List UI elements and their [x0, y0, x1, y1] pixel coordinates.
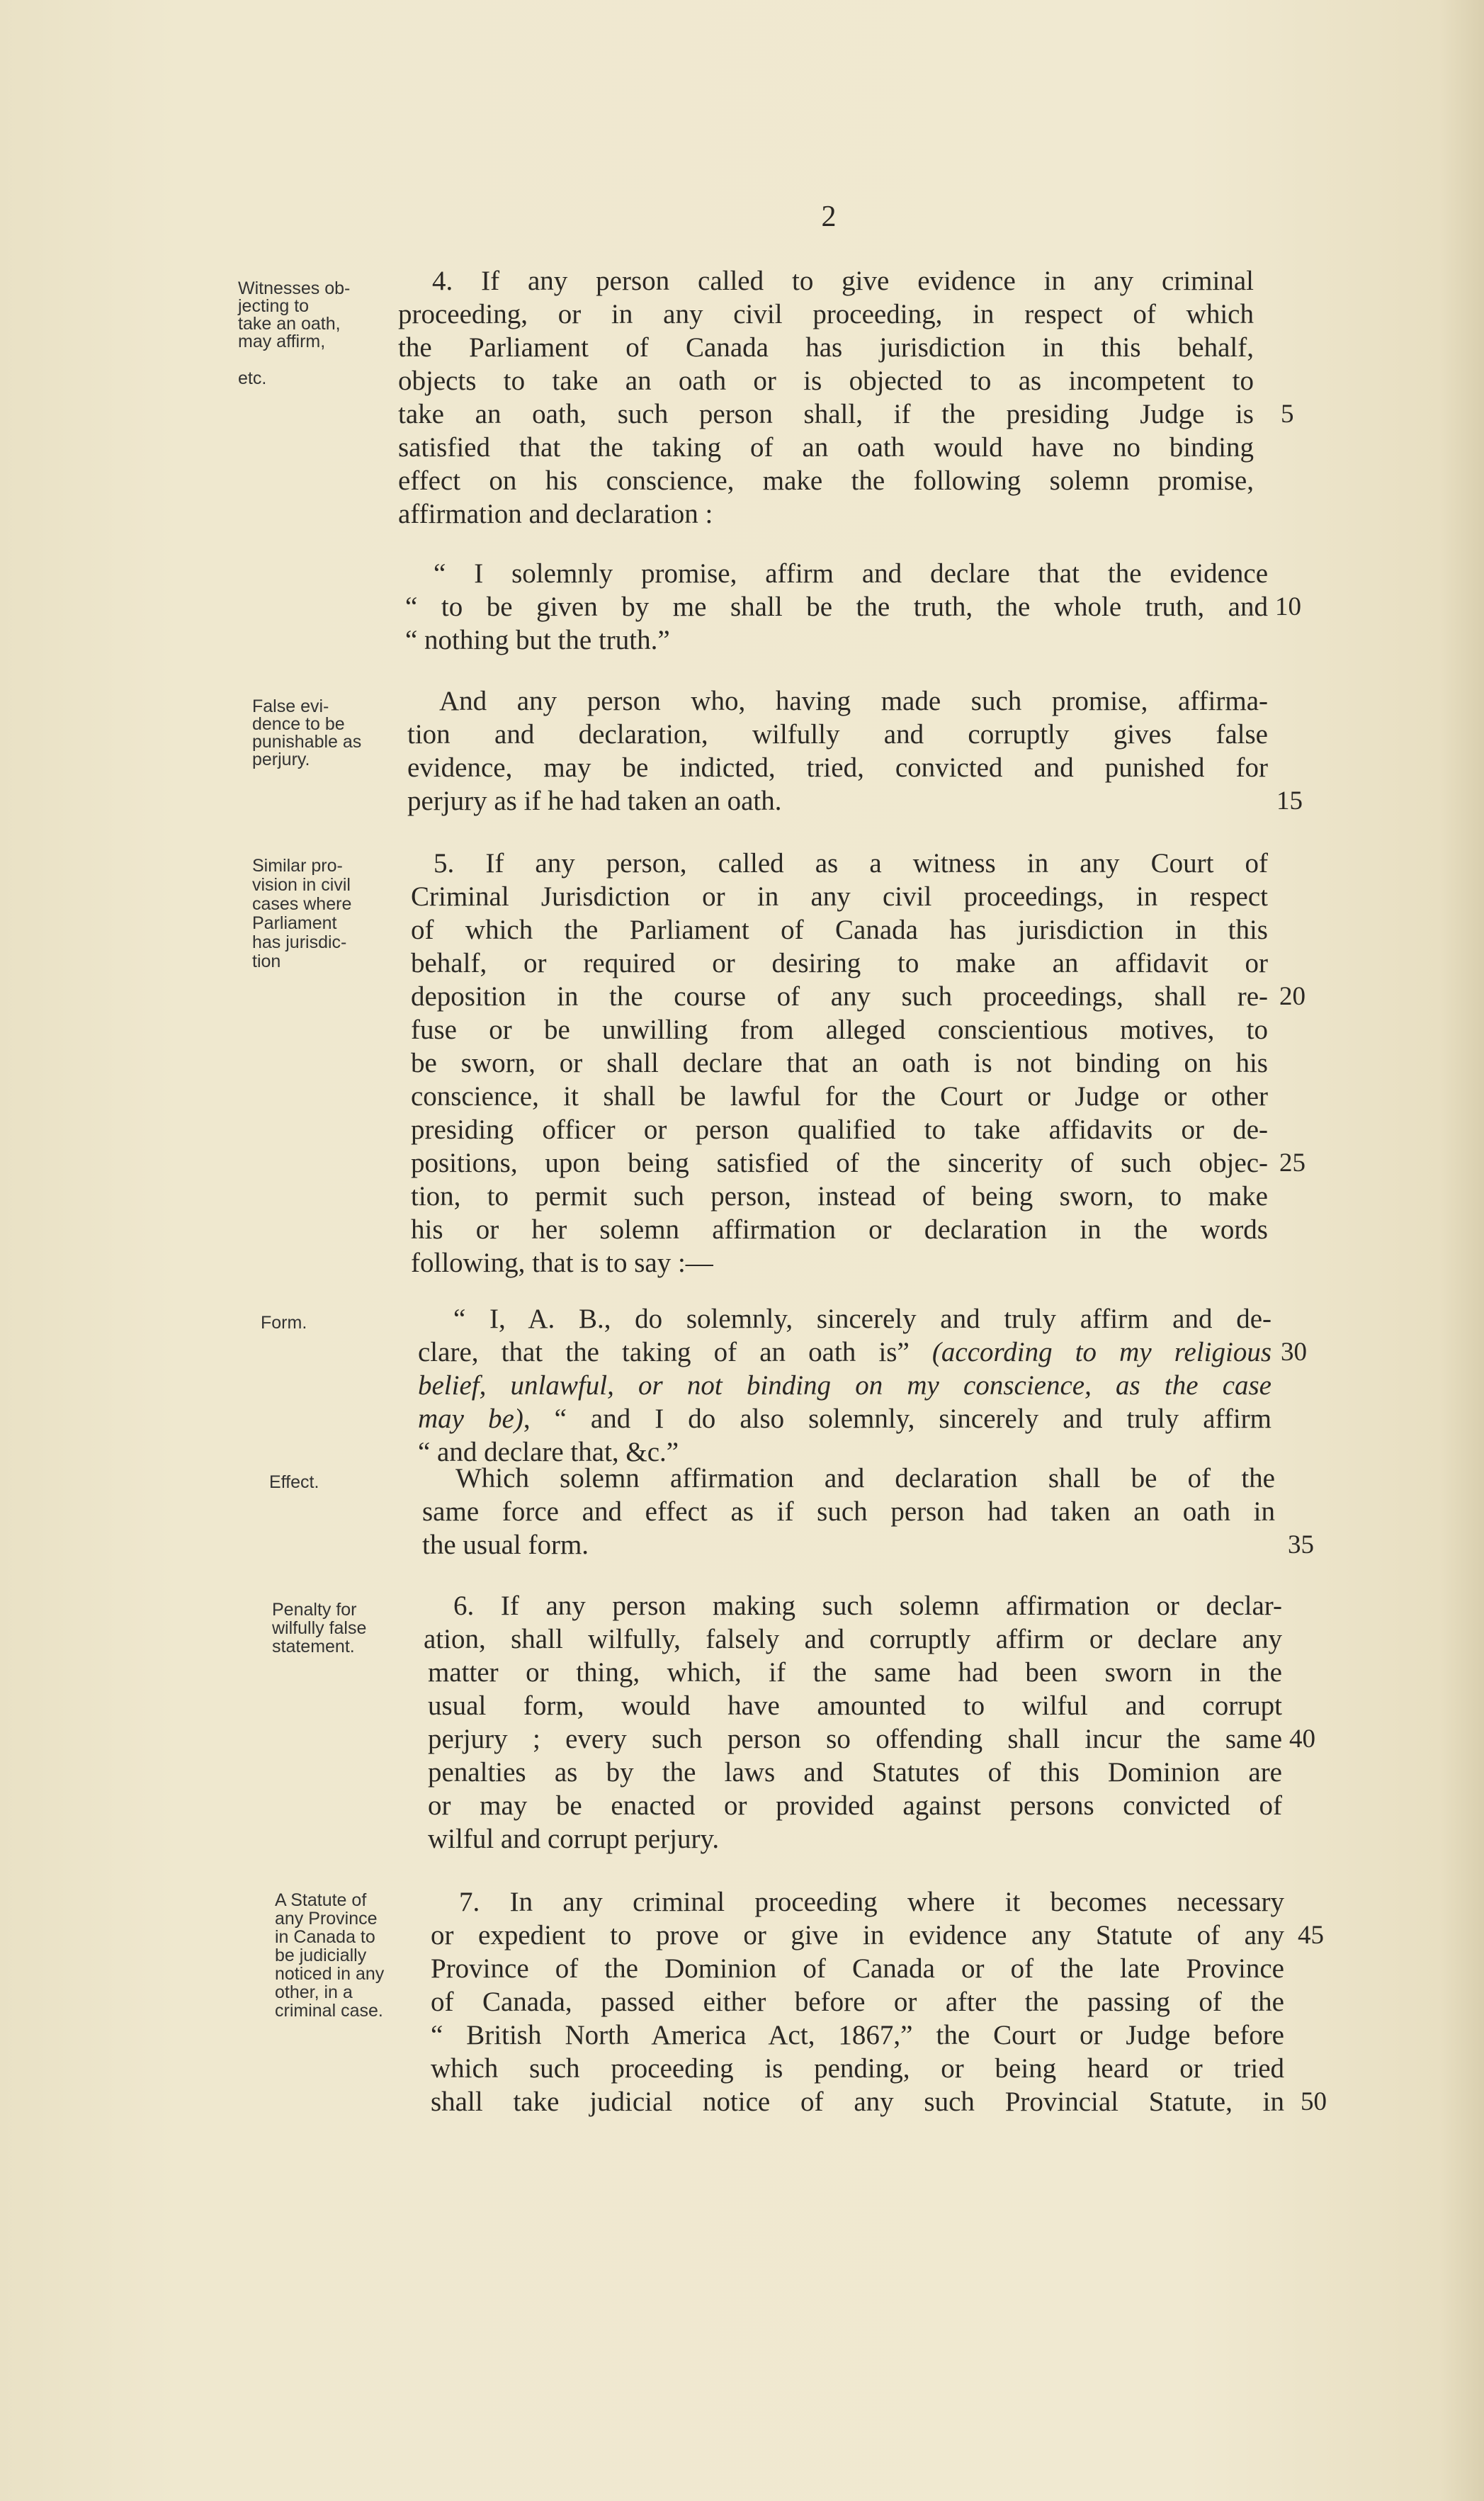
text-line: perjury as if he had taken an oath. — [407, 786, 782, 816]
line-number: 35 — [1288, 1530, 1314, 1559]
text-line: presiding officer or person qualified to take affidavits or de- — [411, 1114, 1268, 1145]
text-line: And any person who, having made such promise, affirma- — [439, 686, 1268, 716]
margin-note: tion — [252, 952, 281, 971]
margin-note: has jurisdic- — [252, 932, 347, 952]
italic-span: may be) — [418, 1404, 523, 1434]
text-line: proceeding, or in any civil proceeding, in respect of which — [398, 299, 1254, 329]
text-line: evidence, may be indicted, tried, convicted and punished for — [407, 752, 1268, 783]
text-line: ation, shall wilfully, falsely and corruptly affirm or declare any — [424, 1624, 1282, 1654]
text-line: objects to take an oath or is objected to as incompetent to — [398, 366, 1254, 396]
text-line: tion, to permit such person, instead of being sworn, to make — [411, 1181, 1268, 1212]
margin-note: noticed in any — [275, 1964, 385, 1984]
text-line: take an oath, such person shall, if the presiding Judge is — [398, 399, 1254, 429]
text-line: of Canada, passed either before or after the passing of the — [431, 1987, 1284, 2017]
text-line: conscience, it shall be lawful for the Court or Judge or other — [411, 1081, 1268, 1112]
text-line — [418, 1404, 1271, 1435]
margin-note: vision in civil — [252, 875, 351, 895]
text-line: wilful and corrupt perjury. — [428, 1824, 720, 1854]
margin-note: perjury. — [252, 750, 310, 769]
margin-note: A Statute of — [275, 1890, 367, 1910]
margin-note: Effect. — [269, 1472, 319, 1492]
text-line: deposition in the course of any such proceedings, shall re- — [411, 981, 1268, 1012]
text-line: 5. If any person, called as a witness in any Court of — [434, 848, 1268, 879]
text-line: behalf, or required or desiring to make an affidavit or — [411, 948, 1268, 978]
text-line: usual form, would have amounted to wilful and corrupt — [428, 1690, 1282, 1721]
margin-note: etc. — [238, 368, 267, 388]
text-line: matter or thing, which, if the same had been sworn in the — [428, 1657, 1282, 1688]
text-line: “ I solemnly promise, affirm and declare that the evidence — [434, 558, 1268, 589]
margin-note: criminal case. — [275, 2001, 383, 2021]
line-number: 45 — [1298, 1921, 1324, 1950]
margin-note: any Province — [275, 1909, 378, 1929]
text-line: Criminal Jurisdiction or in any civil proceedings, in respect — [411, 881, 1268, 912]
margin-note: punishable as — [252, 732, 362, 752]
text-line: affirmation and declaration : — [398, 499, 713, 529]
text-line: same force and effect as if such person had taken an oath in — [422, 1496, 1275, 1527]
text-line: 4. If any person called to give evidence in any criminal — [432, 266, 1254, 296]
text-line: the Parliament of Canada has jurisdiction in this behalf, — [398, 332, 1254, 363]
text-line: “ and declare that, &c.” — [418, 1437, 679, 1467]
margin-note: Witnesses ob- — [238, 278, 351, 298]
line-number: 40 — [1289, 1724, 1315, 1754]
margin-note: wilfully false — [272, 1618, 367, 1638]
text-line: “ British North America Act, 1867,” the Court or Judge before — [431, 2020, 1284, 2050]
text-span: , “ and I do also solemnly, sincerely and truly affirm — [523, 1404, 1271, 1434]
text-line: effect on his conscience, make the following solemn promise, — [398, 465, 1254, 496]
text-line: fuse or be unwilling from alleged conscientious motives, to — [411, 1015, 1268, 1045]
text-line: “ to be given by me shall be the truth, the whole truth, and — [405, 592, 1268, 622]
margin-note: in Canada to — [275, 1927, 375, 1947]
text-line: shall take judicial notice of any such Provincial Statute, in — [431, 2087, 1284, 2117]
text-line: or expedient to prove or give in evidence any Statute of any — [431, 1920, 1284, 1950]
text-line: tion and declaration, wilfully and corruptly gives false — [407, 719, 1268, 750]
margin-note: be judicially — [275, 1946, 367, 1965]
line-number: 20 — [1279, 982, 1305, 1011]
text-line: belief, unlawful, or not binding on my conscience, as the case — [418, 1370, 1271, 1401]
page-number: 2 — [821, 201, 837, 233]
margin-note: Parliament — [252, 913, 337, 933]
margin-note: other, in a — [275, 1982, 353, 2002]
text-line: 6. If any person making such solemn affirmation or declar- — [453, 1591, 1282, 1621]
margin-note: may affirm, — [238, 332, 326, 351]
text-line: Province of the Dominion of Canada or of the late Province — [431, 1953, 1284, 1984]
text-line: following, that is to say :— — [411, 1248, 713, 1278]
text-line: “ I, A. B., do solemnly, sincerely and truly affirm and de- — [453, 1304, 1271, 1334]
text-line: be sworn, or shall declare that an oath is not binding on his — [411, 1048, 1268, 1078]
line-number: 30 — [1281, 1338, 1307, 1367]
text-line: Which solemn affirmation and declaration shall be of the — [455, 1463, 1275, 1494]
line-number: 5 — [1281, 400, 1294, 429]
margin-note: Form. — [261, 1313, 307, 1333]
text-line: positions, upon being satisfied of the sincerity of such objec- — [411, 1148, 1268, 1178]
text-span: clare, that the taking of an oath is” — [418, 1337, 910, 1367]
margin-note: dence to be — [252, 714, 345, 734]
line-number: 50 — [1301, 2087, 1327, 2116]
italic-span: (according to my religious — [931, 1337, 1271, 1367]
text-line: satisfied that the taking of an oath would have no binding — [398, 432, 1254, 463]
margin-note: statement. — [272, 1637, 355, 1656]
margin-note: Penalty for — [272, 1600, 357, 1620]
line-number: 10 — [1275, 592, 1301, 621]
line-number: 25 — [1279, 1148, 1305, 1178]
text-line: perjury ; every such person so offending shall incur the same — [428, 1724, 1282, 1754]
text-line: which such proceeding is pending, or being heard or tried — [431, 2053, 1284, 2084]
text-line — [418, 1337, 1271, 1368]
margin-note: jecting to — [238, 296, 310, 316]
text-line: his or her solemn affirmation or declaration in the words — [411, 1214, 1268, 1245]
margin-note: Similar pro- — [252, 856, 343, 876]
text-line: of which the Parliament of Canada has jurisdiction in this — [411, 915, 1268, 945]
margin-note: cases where — [252, 894, 352, 914]
text-line: the usual form. — [422, 1530, 589, 1560]
line-number: 15 — [1276, 786, 1303, 815]
margin-note: take an oath, — [238, 314, 341, 334]
text-line: “ nothing but the truth.” — [405, 625, 670, 655]
margin-note: False evi- — [252, 696, 329, 716]
text-line: 7. In any criminal proceeding where it becomes necessary — [459, 1887, 1284, 1917]
text-line: or may be enacted or provided against persons convicted of — [428, 1790, 1282, 1821]
text-line: penalties as by the laws and Statutes of this Dominion are — [428, 1757, 1282, 1788]
